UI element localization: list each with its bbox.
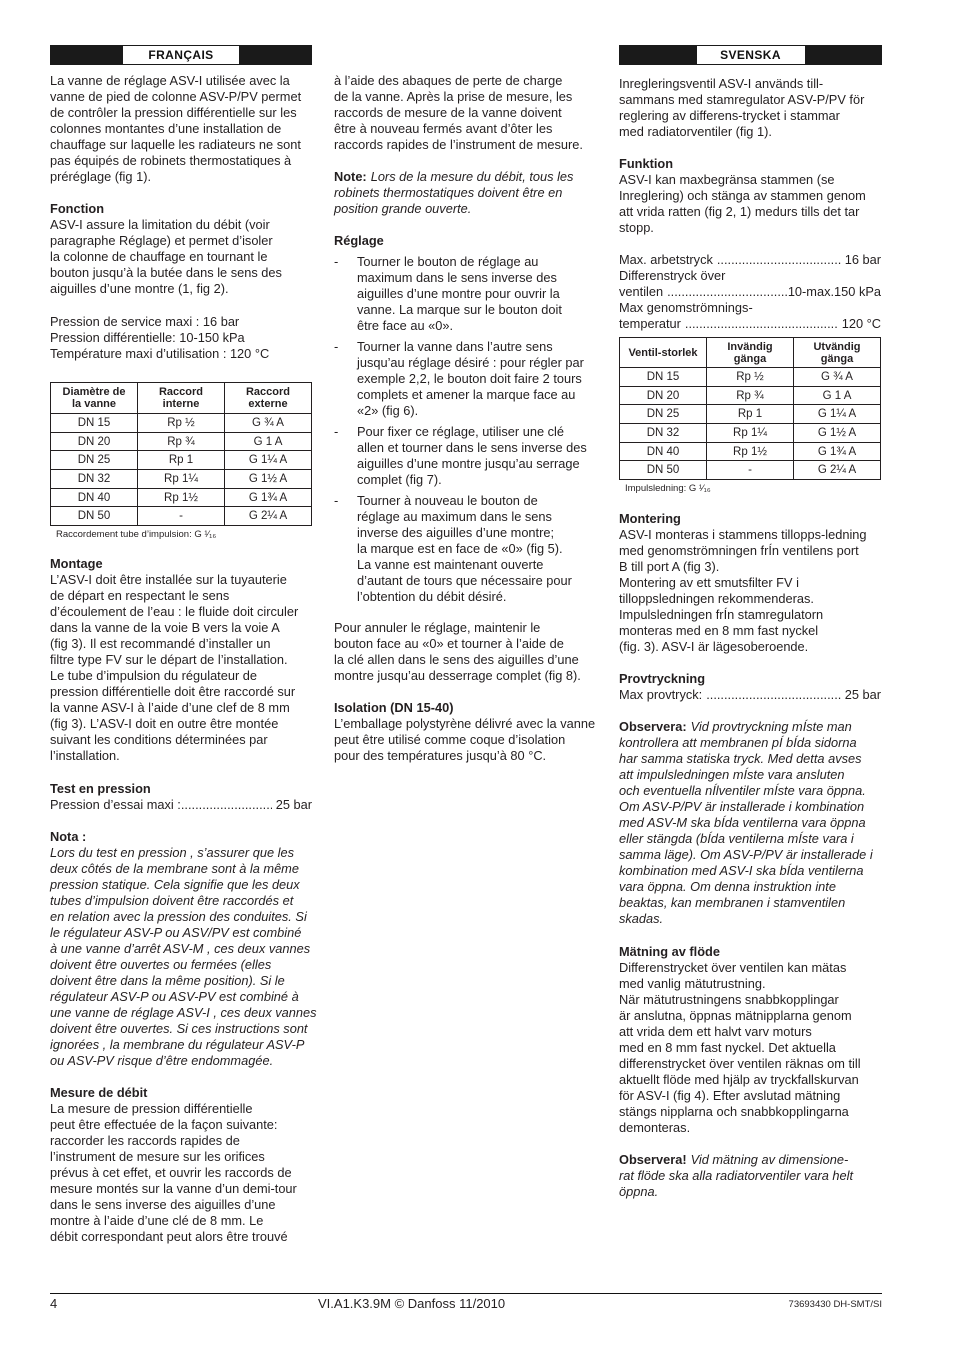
mesure-debit-continued [334,73,596,153]
table-cell: G 1½ A [794,424,881,443]
table-cell: Rp ½ [138,414,225,433]
section-title: Provtryckning [619,671,706,686]
dot-leader [667,284,788,300]
note-label: Note: [334,169,367,184]
spec-label: ventilen [619,284,664,299]
paragraph-text: à l’aide des abaques de perte de charge de la vanne. Après la prise de mesure, les raccords de mesure de la vanne doivent être à nouveau fermés avant d’ôter les raccords rapides de l’instrument de mesure. [334,73,583,152]
dot-leader [181,797,272,813]
footer-rule [50,1293,882,1294]
table-cell: DN 25 [51,451,138,470]
observera2-block [619,1152,881,1200]
spec-leader-row [619,316,881,332]
section-matning [619,944,881,1136]
dot-leader [717,252,841,268]
section-body: ASV-I monteras i stammens tillopps-ledning med genomströmningen frÍn ventilens port B till port A (fig 3). Montering av ett smutsfilter FV i tilloppsledningen rekommenderas. Impulsledningen frÍn stamregulatorn monteras med en 8 mm fast nyckel (fig. 3). ASV-I är lägesoberoende. [619,527,867,654]
language-header-francais [50,45,312,65]
table-cell: Rp 1 [707,405,794,424]
section-mesure-debit [50,1085,312,1245]
table-cell: DN 40 [51,488,138,507]
document-code: VI.A1.K3.9M © Danfoss 11/2010 [318,1296,506,1311]
table-cell: G 1¾ A [225,488,312,507]
section-isolation [334,700,596,764]
section-test-pression [50,781,312,813]
document-reference: 73693430 DH-SMT/SI [788,1299,882,1310]
spec-value: 25 bar [275,797,312,812]
paragraph-text: La vanne de réglage ASV-I utilisée avec la vanne de pied de colonne ASV-P/PV permet de contrôler la pression différentielle sur les colonnes montantes d’une installation de chauffage sur laquelle les radiateurs ne sont pas équipés de robinets thermostatiques à préréglage (fig 1). [50,73,302,184]
page-number: 4 [50,1296,58,1311]
language-header-svenska [619,45,882,65]
section-title: Nota : [50,829,87,844]
spec-lines: Pression de service maxi : 16 bar Pression différentielle: 10-150 kPa Température maxi d’utilisation : 120 °C [50,314,270,361]
table-cell: DN 15 [620,368,707,387]
annuler-paragraph [334,620,596,684]
section-body: Differenstrycket över ventilen kan mätas med vanlig mätutrustning. När mätutrustningens snabbkopplingar är anslutna, öppnas mätnipplarna genom att vrida dem ett halvt varv moturs med en 8 mm fast nyckel. Det aktuella differenstrycket över ventilen räknas om till aktuellt flöde med hjälp av tryckfallskurvan för ASV-I (fig 4). Efter avslutad mätning stängs nipplarna och snabbkopplingarna demonteras. [619,960,861,1135]
section-body: L’emballage polystyrène délivré avec la vanne peut être utilisé comme coque d’isolation pour des températures jusqu’à 80 °C. [334,716,596,763]
table-cell: DN 32 [51,470,138,489]
table-cell: DN 25 [620,405,707,424]
section-body: ASV-I kan maxbegränsa stammen (se Inreglering) och stänga av stammen genom att vrida ratten (fig 2, 1) medurs tills det tar stopp. [619,172,866,235]
paragraph-text: Pour annuler le réglage, maintenir le bouton face au «0» et tourner à l’aide de la clé allen dans le sens des aiguilles d’une montre jusqu’au desserrage complet (fig 8). [334,620,581,683]
table-cell: G ¾ A [225,414,312,433]
table-row [620,386,881,405]
note-text: Vid mätning av dimensione- rat flöde ska alla radiatorventiler vara helt öppna. [619,1152,854,1199]
section-montering [619,511,881,655]
note-block [334,169,596,217]
table-row [620,442,881,461]
table-cell: DN 20 [620,386,707,405]
section-title: Mätning av flöde [619,944,720,959]
table-cell: DN 50 [51,507,138,526]
table-cell: G 1½ A [225,470,312,489]
table-footnote: Impulsledning: G ¹⁄₁₆ [625,483,711,494]
pressure-specs [50,314,312,362]
table-cell: G 1¼ A [794,405,881,424]
table-cell: G 1¼ A [225,451,312,470]
note-text: Lors de la mesure du débit, tous les robinets thermostatiques doivent être en position grande ouverte. [334,169,574,216]
observera-block [619,719,881,927]
section-reglage [334,233,596,605]
table-footnote: Raccordement tube d’impulsion: G ¹⁄₁₆ [56,529,217,540]
table-cell: Rp 1½ [138,488,225,507]
table-cell: DN 20 [51,432,138,451]
note-label: Observera: [619,719,687,734]
table-cell: Rp 1¼ [138,470,225,489]
table-row [51,432,312,451]
section-title: Test en pression [50,781,151,796]
table-cell: G ¾ A [794,368,881,387]
spec-value: 120 °C [841,316,881,331]
table-cell: DN 32 [620,424,707,443]
intro-paragraph [50,73,312,185]
table-cell: - [707,461,794,480]
spec-label: Max genomströmnings- [619,300,753,315]
table-row [51,451,312,470]
section-body: ASV-I assure la limitation du débit (voir paragraphe Réglage) et permet d’isoler la colonne de chauffage en tournant le bouton jusqu’à la butée dans le sens des aiguilles d’une montre (1, fig 2). [50,217,282,296]
table-cell: DN 50 [620,461,707,480]
table-cell: Rp ½ [707,368,794,387]
spec-leader-row [619,284,881,300]
table-cell: G 1¾ A [794,442,881,461]
note-label: Observera! [619,1152,687,1167]
section-provtryckning [619,671,881,703]
spec-value: 25 bar [844,687,881,702]
spec-label: Max. arbetstryck [619,252,713,267]
section-nota [50,829,317,1069]
table-row [51,414,312,433]
section-body: La mesure de pression différentielle peut être effectuée de la façon suivante: raccorder les raccords rapides de l’instrument de mesure sur les orifices prévus à cet effet, et ouvrir les raccords de mesure montés sur la vanne d’un demi-tour dans le sens inverse des aiguilles d’une montre à l’aide d’une clé de 8 mm. Le débit correspondant peut alors être trouvé [50,1101,297,1244]
table-cell: Rp 1 [138,451,225,470]
table-cell: G 1 A [794,386,881,405]
dot-leader [706,687,841,703]
table-cell: - [138,507,225,526]
table-header-row [51,383,312,414]
spec-label: temperatur [619,316,681,331]
section-funktion [619,156,881,236]
section-title: Réglage [334,233,384,248]
spec-leader-row [50,797,312,813]
spec-leader-row [619,252,881,268]
table-row [620,405,881,424]
dot-leader [685,316,838,332]
spec-value: 10-max.150 kPa [787,284,881,299]
connection-table-fr [50,382,312,526]
column-header: Invändig gänga [707,338,794,368]
spec-label: Pression d’essai maxi : [50,797,181,812]
spec-label: Max provtryck: [619,687,703,702]
list-item: - Tourner le bouton de réglage au maximum dans le sens inverse des aiguilles d’une montre pour ouvrir la vanne. La marque sur le bouton doit être face au «0». [334,254,596,334]
table-row [620,461,881,480]
paragraph-text: Inregleringsventil ASV-I används till- sammans med stamregulator ASV-P/PV för reglering av differens-trycket i stammar med radiatorventiler (fig 1). [619,76,865,139]
table-row [620,368,881,387]
table-cell: G 2¼ A [225,507,312,526]
table-cell: G 1 A [225,432,312,451]
column-header: Ventil-storlek [620,338,707,368]
section-title: Fonction [50,201,105,216]
reglage-steps [334,254,596,605]
table-row [51,488,312,507]
column-header: Diamètre de la vanne [51,383,138,414]
table-header-row [620,338,881,368]
table-cell: Rp 1½ [707,442,794,461]
spec-leader-row [619,687,881,703]
section-fonction [50,201,312,297]
table-cell: DN 15 [51,414,138,433]
column-header: Raccord interne [138,383,225,414]
list-item: - Tourner la vanne dans l’autre sens jusqu’au réglage désiré : pour régler par exemple 2,2, le bouton doit faire 2 tours complets et amener la marque face au «2» (fig 6). [334,339,596,419]
table-row [620,424,881,443]
connection-table-sv [619,337,881,480]
section-title: Montage [50,556,103,571]
table-cell: G 2¼ A [794,461,881,480]
section-title: Isolation (DN 15-40) [334,700,454,715]
table-cell: Rp ¾ [138,432,225,451]
spec-list-sv [619,252,881,332]
list-item: - Pour fixer ce réglage, utiliser une clé allen et tourner dans le sens inverse des aiguilles d’une montre jusqu’au serrage complet (fig 7). [334,424,596,488]
section-body: L’ASV-I doit être installée sur la tuyauterie de départ en respectant le sens d’écoulement de l’eau : le fluide doit circuler dans la vanne de la voie B vers la voie A (fig 3). Il est recommandé d’installer un filtre type FV sur le départ de l’installation. Le tube d’impulsion du régulateur de pression différentielle doit être raccordé sur la vanne ASV-I à l’aide d’une clef de 8 mm (fig 3). L’ASV-I doit en outre être montée suivant les conditions déterminées par l’installation. [50,572,299,763]
section-body: Lors du test en pression , s’assurer que les deux côtés de la membrane sont à la même pression statique. Cela signifie que les deux tubes d’impulsion doivent être raccordés et en relation avec la pression des conduites. Si le régulateur ASV-P ou ASV/PV est combiné à une vanne d’arrêt ASV-M , ces deux vannes doivent être ouvertes ou fermées (elles doivent être dans la même position). Si le régulateur ASV-P ou ASV-PV est combiné à une vanne de réglage ASV-I , ces deux vannes doivent être ouvertes. Si ces instructions sont ignorées , la membrane du régulateur ASV-P ou ASV-PV risque d’être endommagée. [50,845,317,1068]
section-title: Montering [619,511,681,526]
intro-paragraph-sv [619,76,881,140]
list-item: - Tourner à nouveau le bouton de réglage au maximum dans le sens inverse des aiguilles d’une montre; la marque est en face de «0» (fig 5). La vanne est maintenant ouverte d’autant de tours que nécessaire pour l’obtention du débit désiré. [334,493,596,605]
column-header: Utvändig gänga [794,338,881,368]
column-header: Raccord externe [225,383,312,414]
spec-value: 16 bar [844,252,881,267]
note-text: Vid provtryckning mÍste man kontrollera att membranen pÍ bÍda sidorna har samma statiska tryck. Med detta avses att impulsledningen mÍste vara ansluten och eventuella nÍlventiler mÍste vara öppna. Om ASV-P/PV är installerade i kombination med ASV-M ska bÍda ventilerna vara öppna eller stängda (bÍda ventilerna mÍste vara i samma läge). Om ASV-P/PV är installerade i kombination med ASV-I ska bÍda ventilerna vara öppna. Om denna instruktion inte beaktas, kan membranen i stamventilen skadas. [619,719,873,926]
table-row [51,470,312,489]
table-cell: Rp 1¼ [707,424,794,443]
language-label: SVENSKA [697,46,805,64]
table-cell: DN 40 [620,442,707,461]
language-label: FRANÇAIS [123,46,239,64]
table-row [51,507,312,526]
spec-label: Differenstryck över [619,268,726,283]
section-title: Mesure de débit [50,1085,148,1100]
section-title: Funktion [619,156,674,171]
section-montage [50,556,312,764]
table-cell: Rp ¾ [707,386,794,405]
